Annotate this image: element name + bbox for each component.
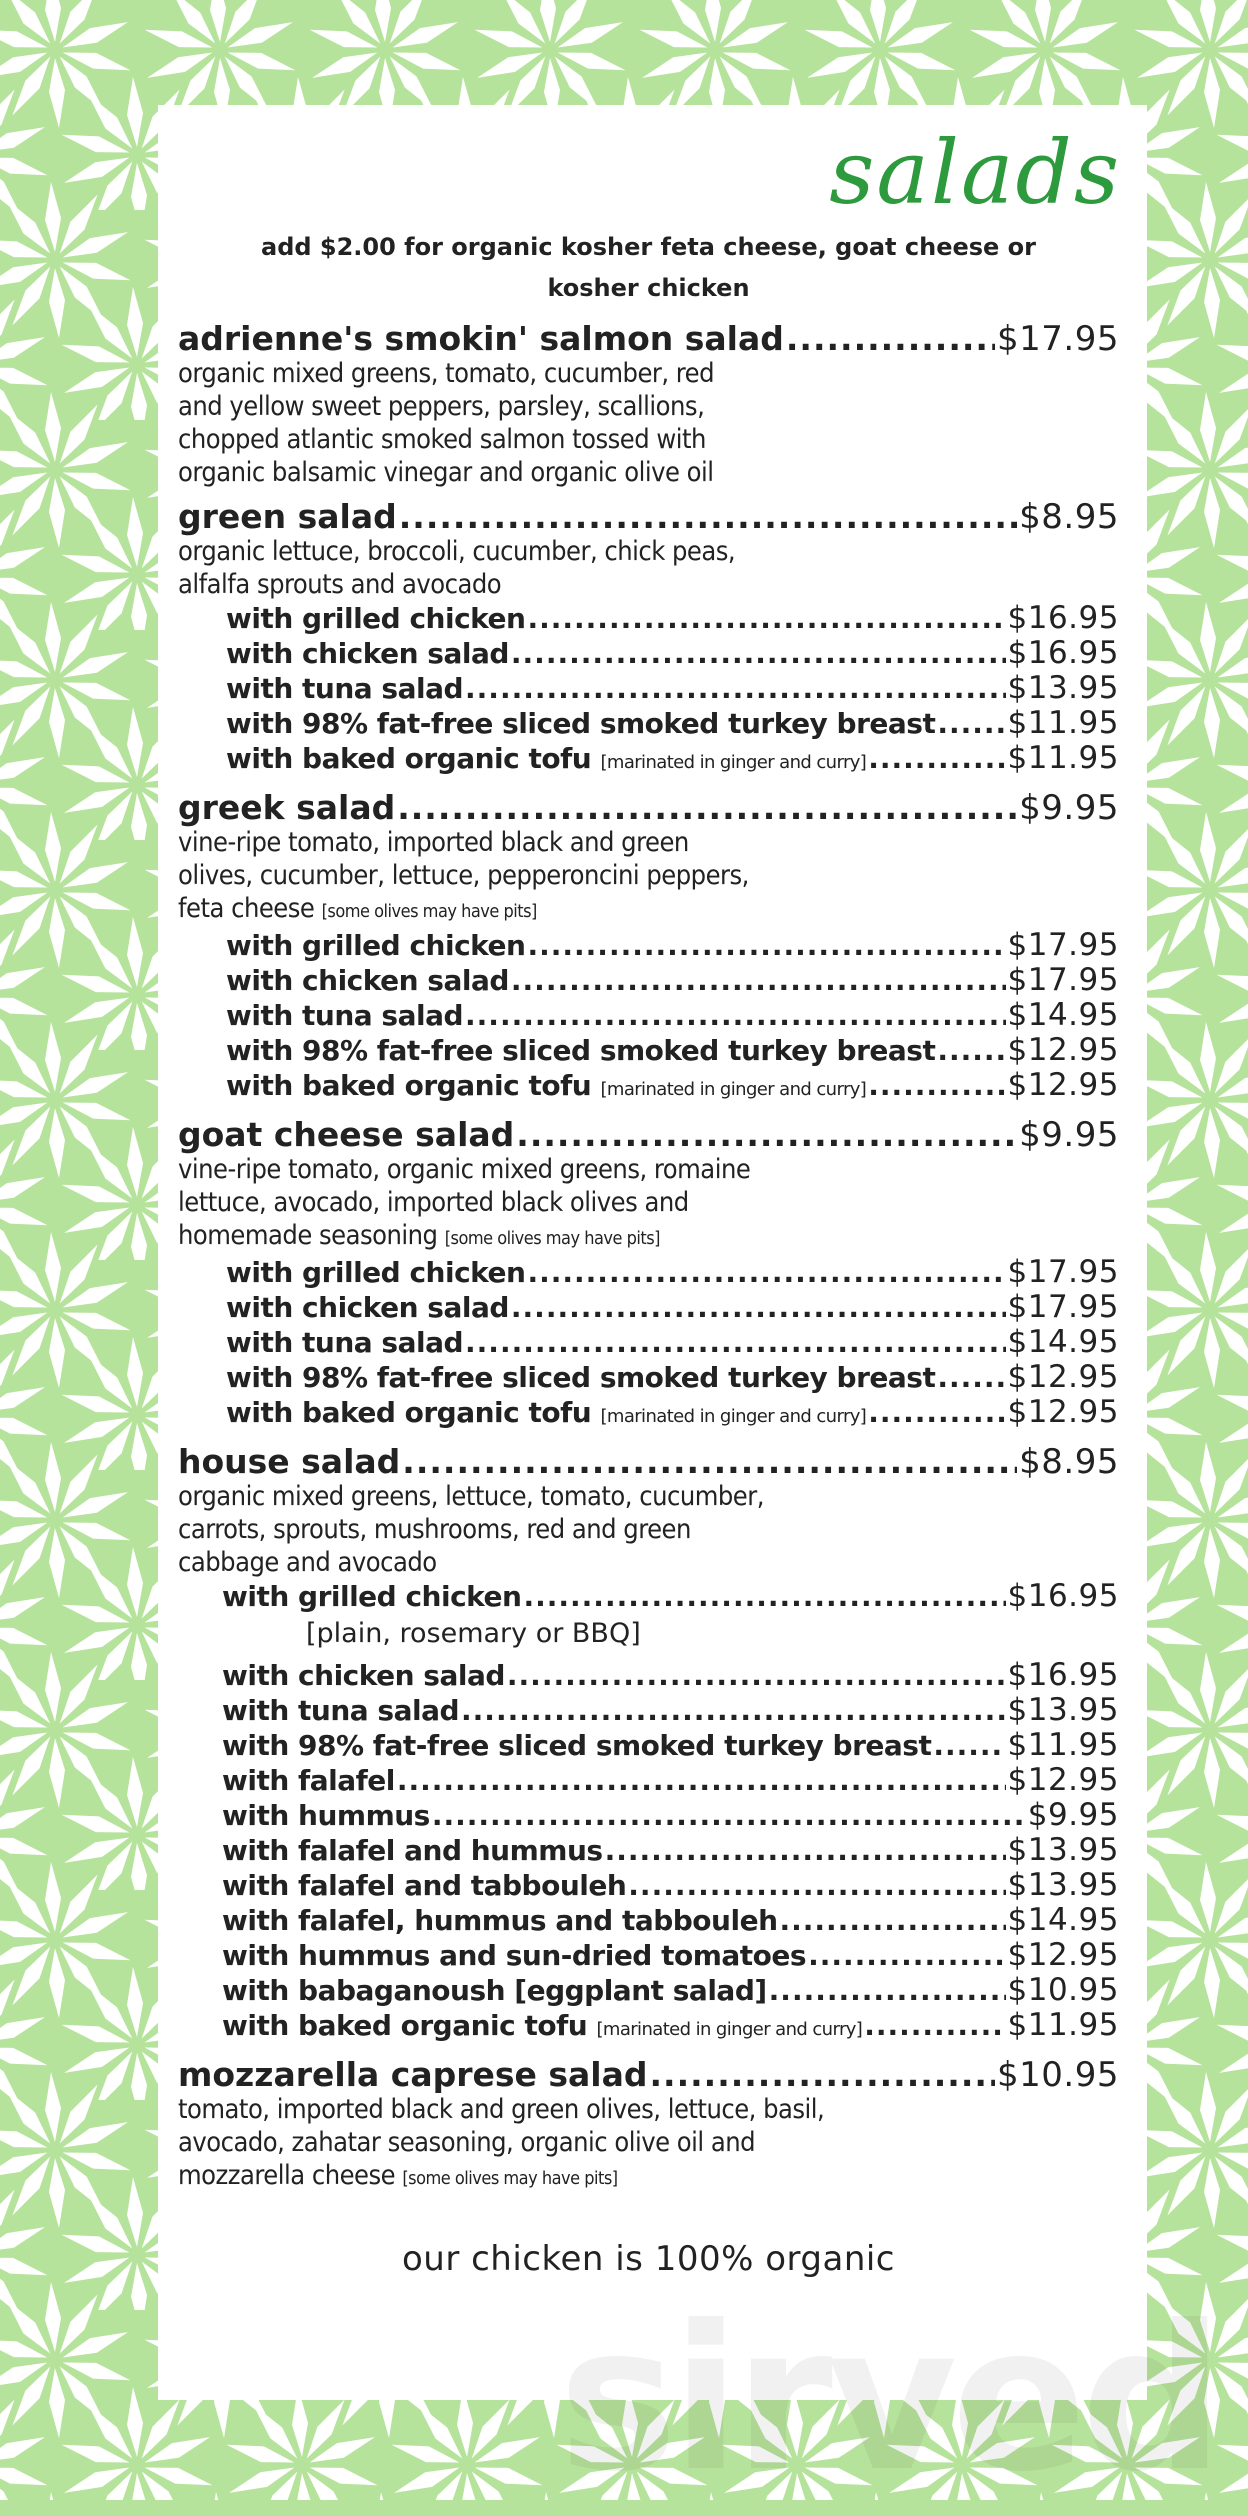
variant-label: with grilled chicken: [226, 602, 526, 635]
dot-leader: [461, 1693, 1005, 1728]
variant-price: $14.95: [1007, 1902, 1119, 1938]
menu-item: [178, 321, 1119, 489]
menu-item-note: [some olives may have pits]: [402, 2168, 618, 2189]
dot-leader: [527, 1255, 1005, 1290]
description-text: vine-ripe tomato, organic mixed greens, romaine: [178, 1154, 751, 1185]
menu-item-price: $10.95: [997, 2055, 1119, 2095]
variant-price: $17.95: [1007, 962, 1119, 998]
dot-leader: [402, 1444, 1017, 1480]
description-text: mozzarella cheese: [178, 2160, 396, 2191]
variant-name: [222, 1658, 505, 1693]
menu-items: [178, 321, 1119, 2195]
variant-price: $13.95: [1007, 1832, 1119, 1868]
menu-item: [178, 499, 1119, 780]
description-text: cabbage and avocado: [178, 1547, 437, 1578]
menu-item-description: [178, 2159, 1119, 2195]
menu-item-name: green salad: [178, 497, 397, 536]
variant-price: $16.95: [1007, 1657, 1119, 1693]
dot-leader: [511, 1290, 1006, 1325]
variant-price: $11.95: [1007, 705, 1119, 741]
menu-item-name: mozzarella caprese salad: [178, 2055, 648, 2094]
dot-leader: [516, 1117, 1017, 1153]
variant-note: [marinated in ginger and curry]: [600, 1079, 867, 1100]
menu-item-description: [178, 390, 1119, 423]
variant-label: with falafel and hummus: [222, 1834, 603, 1867]
dot-leader: [397, 1763, 1006, 1798]
menu-item-name: goat cheese salad: [178, 1115, 515, 1154]
variant-label: with falafel and tabbouleh: [222, 1869, 627, 1902]
menu-item-price: $8.95: [1019, 1442, 1119, 1482]
dot-leader: [780, 1903, 1006, 1938]
variant-label: with chicken salad: [222, 1659, 505, 1692]
variant-label: with tuna salad: [226, 672, 464, 705]
variant-price: $11.95: [1007, 2007, 1119, 2043]
menu-item-description: [178, 1186, 1119, 1219]
variant-label: with babaganoush [eggplant salad]: [222, 1974, 767, 2007]
menu-item-variant: [178, 1763, 1119, 1798]
description-text: carrots, sprouts, mushrooms, red and green: [178, 1514, 691, 1545]
dot-leader: [465, 671, 1005, 706]
variant-label: with 98% fat-free sliced smoked turkey breast: [222, 1729, 932, 1762]
menu-item-variant: [178, 1658, 1119, 1693]
menu-item-variant: [178, 1579, 1119, 1614]
variant-price: $14.95: [1007, 1324, 1119, 1360]
variant-label: with tuna salad: [222, 1694, 460, 1727]
menu-item-description: [178, 892, 1119, 928]
variant-name: [226, 1395, 866, 1434]
variant-name: [222, 1798, 430, 1833]
menu-item: [178, 1444, 1119, 2047]
description-text: organic lettuce, broccoli, cucumber, chick peas,: [178, 536, 736, 567]
variant-label: with hummus and sun-dried tomatoes: [222, 1939, 807, 1972]
menu-item-description: [178, 423, 1119, 456]
menu-item-description: [178, 1546, 1119, 1579]
dot-leader: [937, 706, 1005, 741]
dot-leader: [511, 963, 1006, 998]
dot-leader: [937, 1033, 1005, 1068]
menu-item-variant: [178, 601, 1119, 636]
variant-name: [222, 1763, 395, 1798]
menu-item-header: [178, 1117, 1119, 1153]
variant-label: with grilled chicken: [226, 1256, 526, 1289]
dot-leader: [527, 601, 1005, 636]
variant-label: with baked organic tofu: [226, 742, 592, 775]
menu-item-variant: [178, 1360, 1119, 1395]
menu-item-description: [178, 568, 1119, 601]
variant-price: $14.95: [1007, 997, 1119, 1033]
variant-name: [226, 928, 525, 963]
menu-item: [178, 2057, 1119, 2195]
dot-leader: [523, 1579, 1005, 1614]
menu-item-variant: [178, 706, 1119, 741]
variant-label: with 98% fat-free sliced smoked turkey breast: [226, 1034, 936, 1067]
variant-name: [222, 1579, 521, 1614]
dot-leader: [868, 1395, 1005, 1430]
menu-item-variant: [178, 741, 1119, 780]
menu-item-note: [some olives may have pits]: [444, 1228, 660, 1249]
menu-item-description: [178, 2126, 1119, 2159]
variant-note: [marinated in ginger and curry]: [600, 752, 867, 773]
menu-item-variant: [178, 1728, 1119, 1763]
variant-price: $12.95: [1007, 1762, 1119, 1798]
variant-price: $12.95: [1007, 1359, 1119, 1395]
variant-label: with falafel: [222, 1764, 395, 1797]
dot-leader: [769, 1973, 1006, 2008]
variant-note: [marinated in ginger and curry]: [596, 2019, 863, 2040]
description-text: tomato, imported black and green olives, lettuce, basil,: [178, 2094, 825, 2125]
dot-leader: [628, 1868, 1005, 1903]
variant-price: $16.95: [1007, 1578, 1119, 1614]
menu-item-price: $9.95: [1019, 788, 1119, 828]
dot-leader: [933, 1728, 1005, 1763]
variant-label: with 98% fat-free sliced smoked turkey breast: [226, 707, 936, 740]
variant-label: with baked organic tofu: [226, 1069, 592, 1102]
variant-name: [226, 1290, 509, 1325]
variant-name: [222, 1833, 603, 1868]
menu-item-note: [some olives may have pits]: [321, 901, 537, 922]
menu-item-price: $8.95: [1019, 497, 1119, 537]
variant-price: $12.95: [1007, 1394, 1119, 1430]
menu-item-variant: [178, 1325, 1119, 1360]
dot-leader: [465, 1325, 1005, 1360]
menu-item-description: [178, 357, 1119, 390]
dot-leader: [432, 1798, 1026, 1833]
description-text: feta cheese: [178, 893, 315, 924]
menu-item-name: adrienne's smokin' salmon salad: [178, 319, 784, 358]
dot-leader: [868, 741, 1005, 776]
variant-label: with chicken salad: [226, 1291, 509, 1324]
variant-name: [222, 1693, 459, 1728]
menu-item-variant: [178, 636, 1119, 671]
menu-item-variant: [178, 1033, 1119, 1068]
variant-note: [marinated in ginger and curry]: [600, 1406, 867, 1427]
dot-leader: [650, 2057, 996, 2093]
variant-price: $12.95: [1007, 1937, 1119, 1973]
variant-label: with baked organic tofu: [222, 2009, 588, 2042]
description-text: vine-ripe tomato, imported black and green: [178, 827, 689, 858]
menu-item-description: [178, 2093, 1119, 2126]
dot-leader: [399, 499, 1017, 535]
variant-sub-note: [plain, rosemary or BBQ]: [306, 1618, 641, 1649]
description-text: organic mixed greens, tomato, cucumber, red: [178, 358, 715, 389]
variant-name: [222, 1938, 806, 1973]
description-text: organic mixed greens, lettuce, tomato, cucumber,: [178, 1481, 764, 1512]
menu-item-variant: [178, 963, 1119, 998]
menu-item-price: $17.95: [997, 319, 1119, 359]
menu-item: [178, 790, 1119, 1107]
menu-item: [178, 1117, 1119, 1434]
menu-item-header: [178, 2057, 1119, 2093]
variant-label: with grilled chicken: [222, 1580, 522, 1613]
dot-leader: [397, 790, 1017, 826]
menu-item-name: greek salad: [178, 788, 396, 827]
menu-item-header: [178, 1444, 1119, 1480]
dot-leader: [808, 1938, 1005, 1973]
menu-subtitle: add $2.00 for organic kosher feta cheese, goat cheese or kosher chicken: [261, 233, 1036, 302]
variant-price: $12.95: [1007, 1032, 1119, 1068]
dot-leader: [511, 636, 1006, 671]
variant-name: [226, 998, 463, 1033]
dot-leader: [605, 1833, 1006, 1868]
footer-note: our chicken is 100% organic: [401, 2239, 896, 2279]
variant-price: $10.95: [1007, 1972, 1119, 2008]
variant-price: $12.95: [1007, 1067, 1119, 1103]
menu-panel: [158, 105, 1147, 2400]
menu-item-description: [178, 1153, 1119, 1186]
variant-price: $17.95: [1007, 927, 1119, 963]
dot-leader: [527, 928, 1005, 963]
description-text: olives, cucumber, lettuce, pepperoncini peppers,: [178, 860, 749, 891]
description-text: lettuce, avocado, imported black olives and: [178, 1187, 689, 1218]
variant-name: [222, 1973, 767, 2008]
variant-price: $17.95: [1007, 1289, 1119, 1325]
description-text: and yellow sweet peppers, parsley, scallions,: [178, 391, 705, 422]
dot-leader: [786, 321, 995, 357]
variant-price: $13.95: [1007, 670, 1119, 706]
dot-leader: [465, 998, 1005, 1033]
variant-label: with grilled chicken: [226, 929, 526, 962]
menu-item-variant: [178, 1255, 1119, 1290]
menu-item-variant: [178, 998, 1119, 1033]
variant-name: [226, 671, 463, 706]
variant-label: with baked organic tofu: [226, 1396, 592, 1429]
description-text: chopped atlantic smoked salmon tossed with: [178, 424, 706, 455]
menu-item-description: [178, 535, 1119, 568]
menu-item-price: $9.95: [1019, 1115, 1119, 1155]
variant-label: with chicken salad: [226, 637, 509, 670]
dot-leader: [937, 1360, 1005, 1395]
menu-item-variant: [178, 671, 1119, 706]
menu-item-variant: [178, 1068, 1119, 1107]
description-text: organic balsamic vinegar and organic olive oil: [178, 457, 714, 488]
menu-item-variant: [178, 928, 1119, 963]
variant-name: [222, 1728, 931, 1763]
variant-label: with chicken salad: [226, 964, 509, 997]
page-title: salads: [829, 121, 1121, 224]
menu-item-variant: [178, 1938, 1119, 1973]
menu-item-variant: [178, 1973, 1119, 2008]
variant-name: [226, 1325, 463, 1360]
menu-item-variant: [178, 1693, 1119, 1728]
variant-label: with hummus: [222, 1799, 430, 1832]
dot-leader: [507, 1658, 1006, 1693]
variant-price: $17.95: [1007, 1254, 1119, 1290]
dot-leader: [868, 1068, 1005, 1103]
menu-item-description: [178, 1480, 1119, 1513]
watermark-logo: sirved: [558, 2283, 1218, 2516]
menu-item-header: [178, 321, 1119, 357]
variant-name: [226, 601, 525, 636]
description-text: alfalfa sprouts and avocado: [178, 569, 502, 600]
variant-name: [222, 2008, 862, 2047]
variant-label: with falafel, hummus and tabbouleh: [222, 1904, 778, 1937]
variant-name: [226, 741, 866, 780]
menu-item-variant: [178, 2008, 1119, 2047]
menu-item-header: [178, 790, 1119, 826]
variant-price: $13.95: [1007, 1692, 1119, 1728]
variant-name: [226, 1068, 866, 1107]
variant-name: [226, 706, 935, 741]
variant-name: [222, 1868, 626, 1903]
variant-price: $11.95: [1007, 740, 1119, 776]
menu-item-header: [178, 499, 1119, 535]
variant-label: with tuna salad: [226, 999, 464, 1032]
variant-name: [222, 1903, 778, 1938]
dot-leader: [864, 2008, 1005, 2043]
menu-item-variant: [178, 1395, 1119, 1434]
menu-item-variant: [178, 1833, 1119, 1868]
menu-item-variant: [178, 1798, 1119, 1833]
menu-item-description: [178, 859, 1119, 892]
variant-name: [226, 636, 509, 671]
variant-price: $16.95: [1007, 635, 1119, 671]
menu-item-description: [178, 1219, 1119, 1255]
variant-name: [226, 963, 509, 998]
menu-item-name: house salad: [178, 1442, 401, 1481]
menu-item-description: [178, 826, 1119, 859]
menu-item-description: [178, 1513, 1119, 1546]
menu-item-variant: [178, 1290, 1119, 1325]
variant-price: $11.95: [1007, 1727, 1119, 1763]
description-text: homemade seasoning: [178, 1220, 438, 1251]
variant-label: with 98% fat-free sliced smoked turkey breast: [226, 1361, 936, 1394]
menu-item-variant: [178, 1903, 1119, 1938]
menu-item-description: [178, 456, 1119, 489]
menu-item-variant: [178, 1868, 1119, 1903]
description-text: avocado, zahatar seasoning, organic olive oil and: [178, 2127, 756, 2158]
variant-price: $16.95: [1007, 600, 1119, 636]
variant-price: $9.95: [1027, 1797, 1119, 1833]
variant-price: $13.95: [1007, 1867, 1119, 1903]
variant-name: [226, 1033, 935, 1068]
variant-label: with tuna salad: [226, 1326, 464, 1359]
variant-name: [226, 1360, 935, 1395]
variant-name: [226, 1255, 525, 1290]
